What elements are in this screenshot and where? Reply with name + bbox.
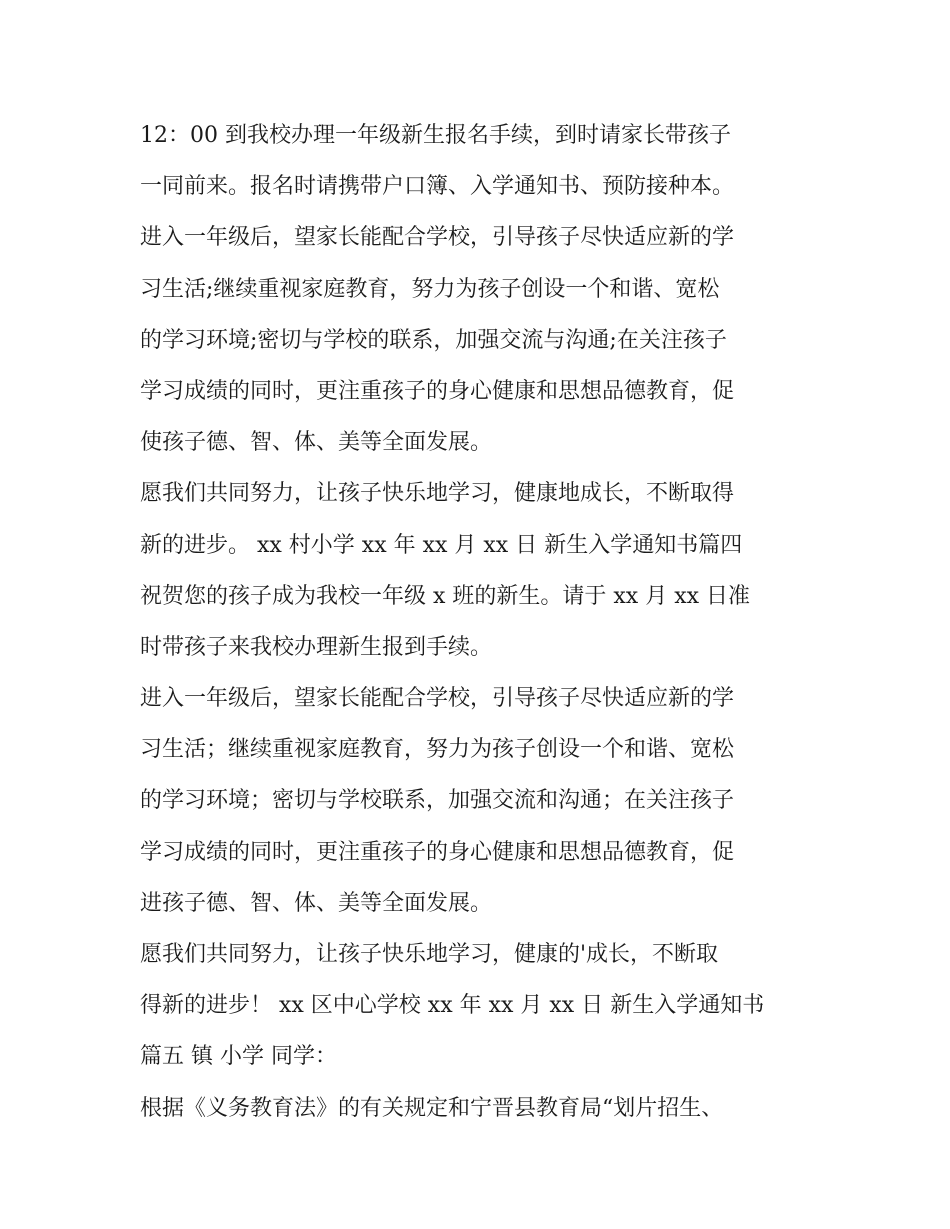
text-line: 篇五 镇 小学 同学： [140,1044,337,1070]
text-line: 新的进步。 xx 村小学 xx 年 xx 月 xx 日 新生入学通知书篇四 [140,532,743,558]
text-line: 时带孩子来我校办理新生报到手续。 [140,634,493,660]
text-line: 进孩子德、智、体、美等全面发展。 [140,890,493,916]
text-line: 学习成绩的同时，更注重孩子的身心健康和思想品德教育，促 [140,839,735,865]
text-line: 习生活;继续重视家庭教育，努力为孩子创设一个和谐、宽松 [140,276,720,302]
text-line: 学习成绩的同时，更注重孩子的身心健康和思想品德教育，促 [140,378,735,404]
text-line: 进入一年级后，望家长能配合学校，引导孩子尽快适应新的学 [140,225,735,251]
text-line: 祝贺您的孩子成为我校一年级 x 班的新生。请于 xx 月 xx 日准 [140,583,750,609]
text-line: 一同前来。报名时请携带户口簿、入学通知书、预防接种本。 [140,174,735,200]
text-line: 12：00 到我校办理一年级新生报名手续，到时请家长带孩子 [140,123,731,148]
text-line: 的学习环境；密切与学校联系，加强交流和沟通；在关注孩子 [140,788,735,814]
text-line: 得新的进步！ xx 区中心学校 xx 年 xx 月 xx 日 新生入学通知书 [140,993,765,1019]
text-line: 使孩子德、智、体、美等全面发展。 [140,430,493,456]
text-line: 根据《义务教育法》的有关规定和宁晋县教育局“划片招生、 [140,1095,724,1121]
text-line: 习生活；继续重视家庭教育，努力为孩子创设一个和谐、宽松 [140,737,735,763]
text-line: 愿我们共同努力，让孩子快乐地学习，健康地成长，不断取得 [140,481,735,507]
body-text [140,110,820,1134]
text-line: 进入一年级后，望家长能配合学校，引导孩子尽快适应新的学 [140,686,735,712]
text-line: 愿我们共同努力，让孩子快乐地学习，健康的'成长，不断取 [140,942,719,967]
text-line: 的学习环境;密切与学校的联系，加强交流与沟通;在关注孩子 [140,327,727,353]
